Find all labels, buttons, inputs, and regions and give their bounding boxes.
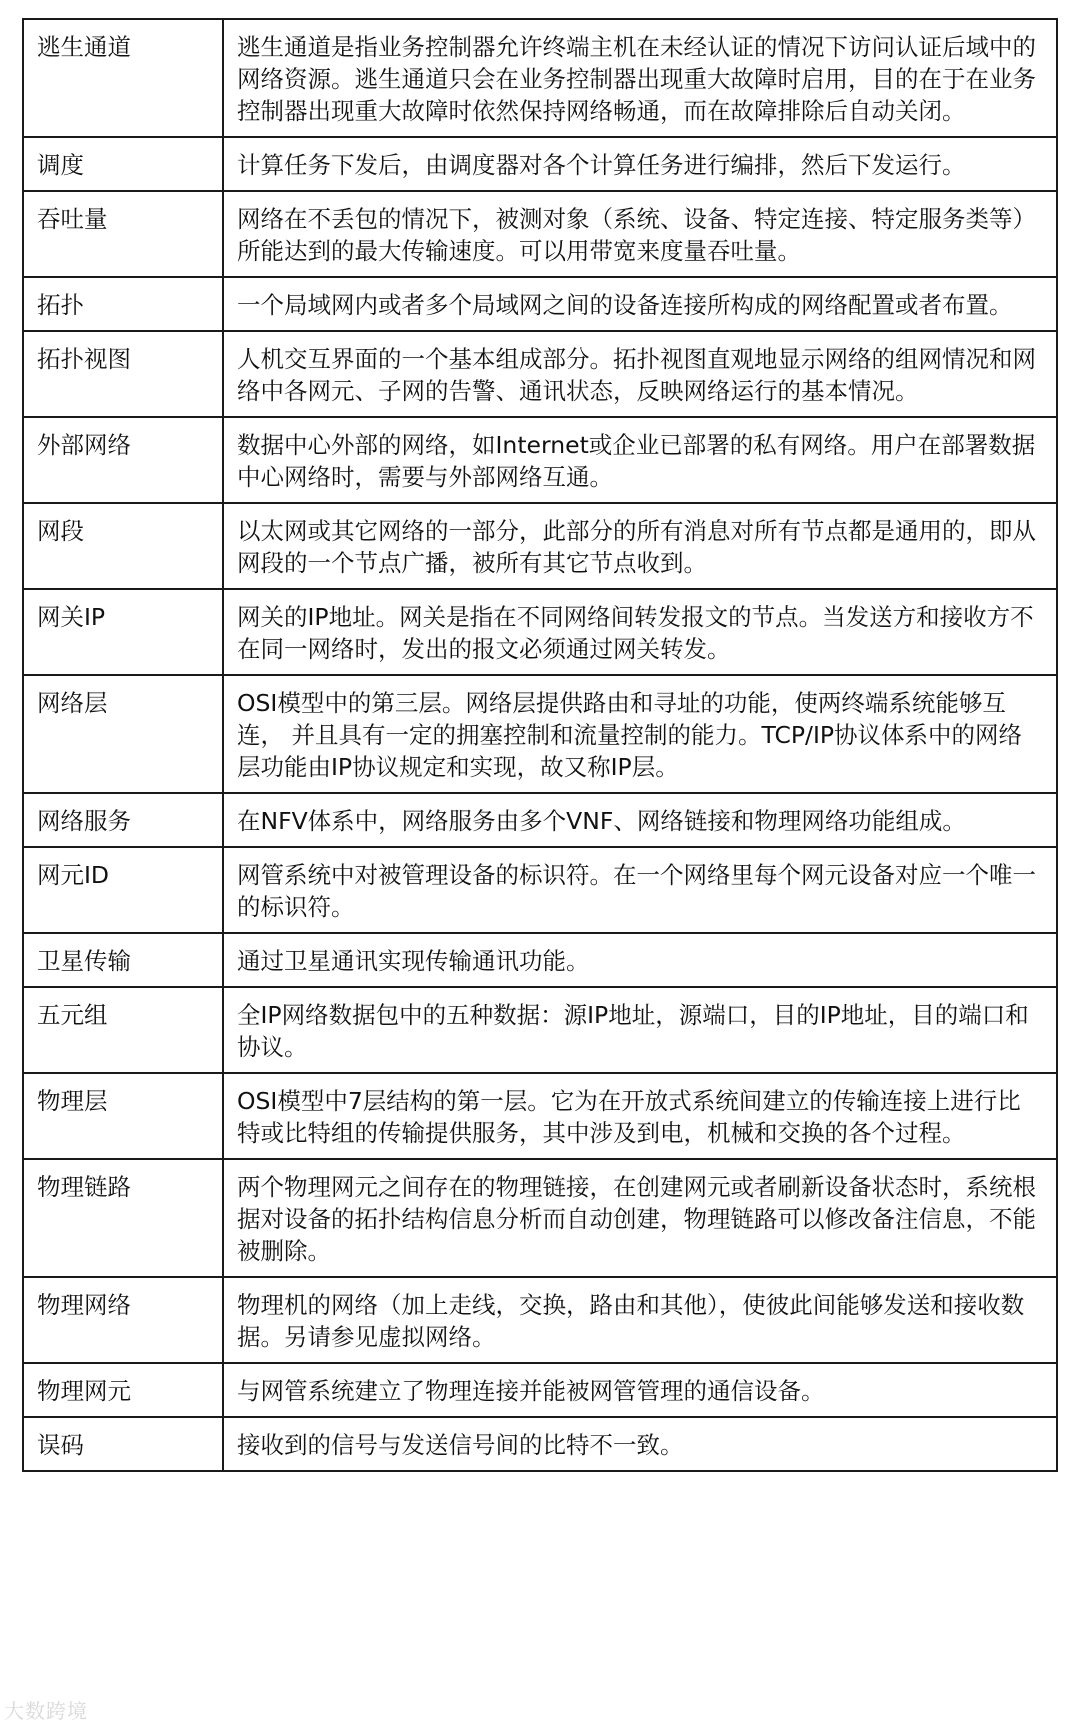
definition-cell: 通过卫星通讯实现传输通讯功能。 <box>223 933 1057 987</box>
term-cell: 网段 <box>23 503 223 589</box>
definition-cell: 一个局域网内或者多个局域网之间的设备连接所构成的网络配置或者布置。 <box>223 277 1057 331</box>
glossary-table <box>22 18 1058 1472</box>
glossary-row <box>23 933 1057 987</box>
definition-cell: 以太网或其它网络的一部分，此部分的所有消息对所有节点都是通用的，即从网段的一个节点广播，被所有其它节点收到。 <box>223 503 1057 589</box>
term-cell: 网关IP <box>23 589 223 675</box>
glossary-row <box>23 277 1057 331</box>
term-cell: 卫星传输 <box>23 933 223 987</box>
term-cell: 物理层 <box>23 1073 223 1159</box>
glossary-row <box>23 1363 1057 1417</box>
definition-cell: 计算任务下发后，由调度器对各个计算任务进行编排，然后下发运行。 <box>223 137 1057 191</box>
glossary-row <box>23 589 1057 675</box>
definition-cell: 逃生通道是指业务控制器允许终端主机在未经认证的情况下访问认证后域中的网络资源。逃生通道只会在业务控制器出现重大故障时启用，目的在于在业务控制器出现重大故障时依然保持网络畅通，而在故障排除后自动关闭。 <box>223 19 1057 137</box>
definition-cell: 物理机的网络（加上走线，交换，路由和其他），使彼此间能够发送和接收数据。另请参见虚拟网络。 <box>223 1277 1057 1363</box>
term-cell: 物理链路 <box>23 1159 223 1277</box>
glossary-row <box>23 1159 1057 1277</box>
glossary-row <box>23 503 1057 589</box>
watermark-text: 大数跨境 <box>4 1699 88 1723</box>
glossary-row <box>23 417 1057 503</box>
term-cell: 网元ID <box>23 847 223 933</box>
glossary-row <box>23 987 1057 1073</box>
definition-cell: OSI模型中7层结构的第一层。它为在开放式系统间建立的传输连接上进行比特或比特组的传输提供服务，其中涉及到电，机械和交换的各个过程。 <box>223 1073 1057 1159</box>
glossary-row <box>23 847 1057 933</box>
definition-cell: 在NFV体系中，网络服务由多个VNF、网络链接和物理网络功能组成。 <box>223 793 1057 847</box>
term-cell: 五元组 <box>23 987 223 1073</box>
term-cell: 吞吐量 <box>23 191 223 277</box>
term-cell: 拓扑视图 <box>23 331 223 417</box>
glossary-body <box>23 19 1057 1471</box>
term-cell: 误码 <box>23 1417 223 1471</box>
term-cell: 物理网络 <box>23 1277 223 1363</box>
glossary-row <box>23 793 1057 847</box>
definition-cell: 全IP网络数据包中的五种数据：源IP地址，源端口，目的IP地址，目的端口和协议。 <box>223 987 1057 1073</box>
term-cell: 逃生通道 <box>23 19 223 137</box>
term-cell: 网络服务 <box>23 793 223 847</box>
glossary-row <box>23 1417 1057 1471</box>
definition-cell: 网管系统中对被管理设备的标识符。在一个网络里每个网元设备对应一个唯一的标识符。 <box>223 847 1057 933</box>
definition-cell: 数据中心外部的网络，如Internet或企业已部署的私有网络。用户在部署数据中心网络时，需要与外部网络互通。 <box>223 417 1057 503</box>
definition-cell: 与网管系统建立了物理连接并能被网管管理的通信设备。 <box>223 1363 1057 1417</box>
glossary-row <box>23 675 1057 793</box>
glossary-row <box>23 1073 1057 1159</box>
term-cell: 外部网络 <box>23 417 223 503</box>
definition-cell: OSI模型中的第三层。网络层提供路由和寻址的功能，使两终端系统能够互连， 并且具有一定的拥塞控制和流量控制的能力。TCP/IP协议体系中的网络层功能由IP协议规定和实现，故又称IP层。 <box>223 675 1057 793</box>
definition-cell: 两个物理网元之间存在的物理链接，在创建网元或者刷新设备状态时，系统根据对设备的拓扑结构信息分析而自动创建，物理链路可以修改备注信息，不能被删除。 <box>223 1159 1057 1277</box>
term-cell: 拓扑 <box>23 277 223 331</box>
glossary-row <box>23 191 1057 277</box>
glossary-row <box>23 19 1057 137</box>
glossary-row <box>23 137 1057 191</box>
glossary-row <box>23 331 1057 417</box>
definition-cell: 人机交互界面的一个基本组成部分。拓扑视图直观地显示网络的组网情况和网络中各网元、子网的告警、通讯状态，反映网络运行的基本情况。 <box>223 331 1057 417</box>
definition-cell: 接收到的信号与发送信号间的比特不一致。 <box>223 1417 1057 1471</box>
term-cell: 调度 <box>23 137 223 191</box>
definition-cell: 网关的IP地址。网关是指在不同网络间转发报文的节点。当发送方和接收方不在同一网络时，发出的报文必须通过网关转发。 <box>223 589 1057 675</box>
term-cell: 物理网元 <box>23 1363 223 1417</box>
term-cell: 网络层 <box>23 675 223 793</box>
glossary-row <box>23 1277 1057 1363</box>
definition-cell: 网络在不丢包的情况下，被测对象（系统、设备、特定连接、特定服务类等）所能达到的最大传输速度。可以用带宽来度量吞吐量。 <box>223 191 1057 277</box>
